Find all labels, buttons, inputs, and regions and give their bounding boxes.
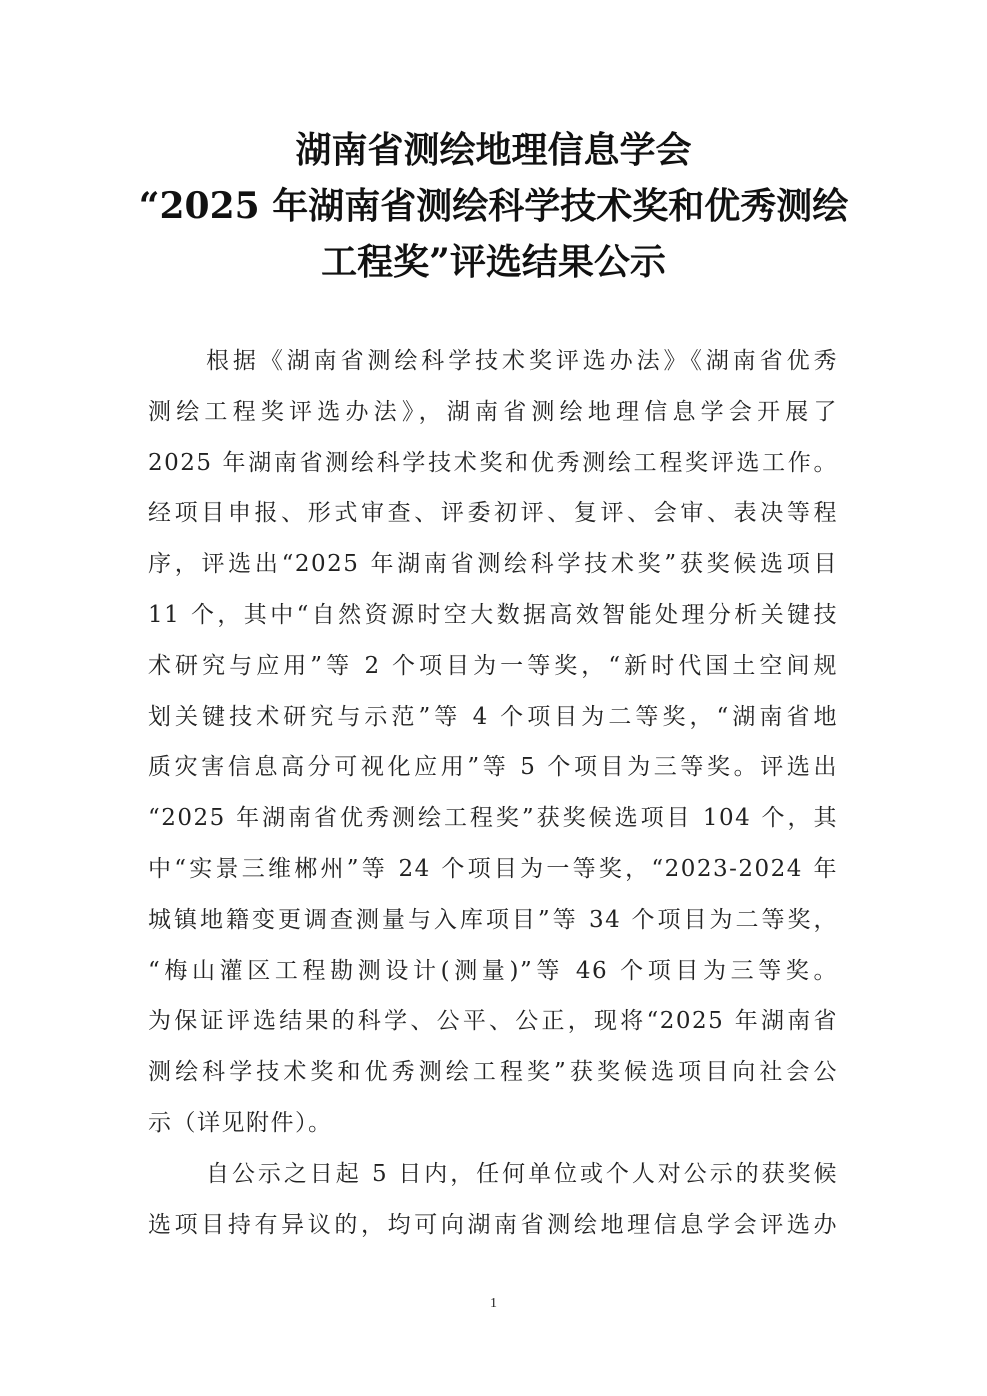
paragraph-2: [148, 1149, 838, 1251]
text-line: 中“实景三维郴州”等 24 个项目为一等奖，“2023-2024 年: [148, 855, 838, 882]
text-line: 城镇地籍变更调查测量与入库项目”等 34 个项目为二等奖，: [148, 906, 838, 933]
text-line: “2025 年湖南省优秀测绘工程奖”获奖候选项目 104 个，其: [148, 805, 838, 832]
title-line: “2025 年湖南省测绘科学技术奖和优秀测绘: [138, 185, 849, 227]
paragraph-1: [148, 336, 838, 1149]
text-line: 序，评选出“2025 年湖南省测绘科学技术奖”获奖候选项目: [148, 551, 838, 578]
text-line: 11 个，其中“自然资源时空大数据高效智能处理分析关键技: [148, 601, 838, 628]
text-line: 2025 年湖南省测绘科学技术奖和优秀测绘工程奖评选工作。: [148, 449, 838, 476]
title-line: 工程奖”评选结果公示: [321, 241, 666, 283]
text-line: 术研究与应用”等 2 个项目为一等奖，“新时代国土空间规: [148, 652, 838, 679]
title-line: 湖南省测绘地理信息学会: [295, 129, 692, 171]
document-title: [0, 122, 987, 290]
text-line: 质灾害信息高分可视化应用”等 5 个项目为三等奖。评选出: [148, 754, 838, 781]
document-body: [148, 336, 838, 1250]
text-line: 选项目持有异议的，均可向湖南省测绘地理信息学会评选办: [148, 1211, 838, 1238]
text-line: 划关键技术研究与示范”等 4 个项目为二等奖，“湖南省地: [148, 703, 838, 730]
text-line: “梅山灌区工程勘测设计(测量)”等 46 个项目为三等奖。: [148, 957, 838, 984]
text-line: 示（详见附件）。: [148, 1109, 333, 1136]
text-line: 为保证评选结果的科学、公平、公正，现将“2025 年湖南省: [148, 1008, 838, 1035]
text-line: 自公示之日起 5 日内，任何单位或个人对公示的获奖候: [206, 1160, 838, 1187]
page-number: 1: [490, 1296, 497, 1311]
text-line: 经项目申报、形式审查、评委初评、复评、会审、表决等程: [148, 500, 838, 527]
text-line: 根据《湖南省测绘科学技术奖评选办法》《湖南省优秀: [206, 348, 838, 374]
text-line: 测绘科学技术奖和优秀测绘工程奖”获奖候选项目向社会公: [148, 1059, 838, 1086]
text-line: 测绘工程奖评选办法》，湖南省测绘地理信息学会开展了: [148, 398, 838, 425]
